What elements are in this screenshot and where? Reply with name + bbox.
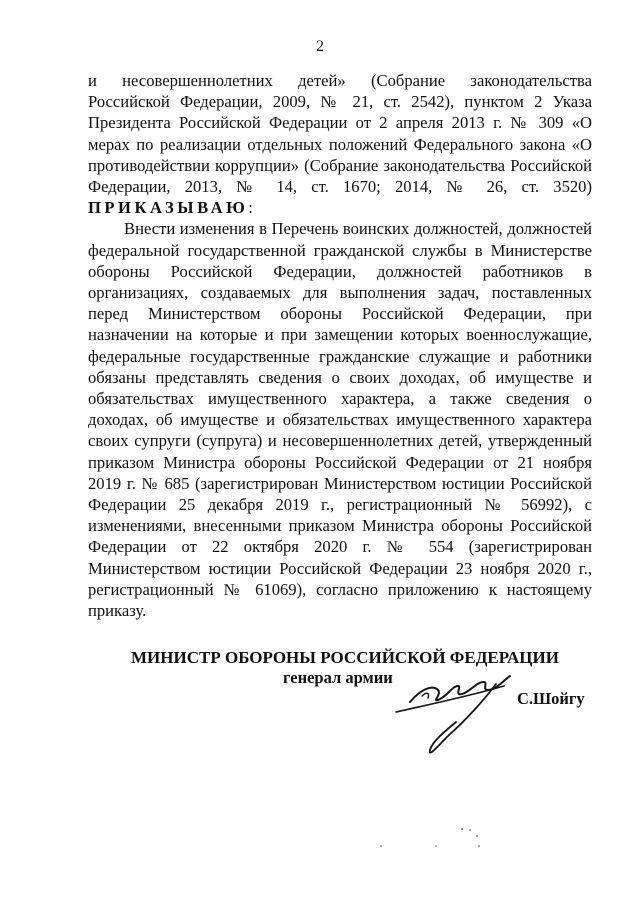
signatory-rank: генерал армии (283, 668, 393, 687)
signatory-title: МИНИСТР ОБОРОНЫ РОССИЙСКОЙ ФЕДЕРАЦИИ (131, 648, 559, 667)
paragraph-order-content: Внести изменения в Перечень воинских должностей, должностей федеральной государственной гражданской службы в Министерстве обороны Российской Федерации, должностей работников в организациях, создаваемых для выполнения задач, поставленных перед Министерством обороны Российской Федерации, при назначении на которые и при замещении которых военнослужащие, федеральные государственные гражданские служащие и работники обязаны представлять сведения о своих доходах, об имуществе и обязательствах имущественного характера, а также сведения о доходах, об имуществе и обязательствах имущественного характера своих супруги (супруга) и несовершеннолетних детей, утвержденный приказом Министра обороны Российской Федерации от 21 ноября 2019 г. № 685 (зарегистрирован Министерством юстиции Российской Федерации 25 декабря 2019 г., регистрационный № 56992), с изменениями, внесенными приказом Министра обороны Российской Федерации от 22 октября 2020 г. № 554 (зарегистрирован Министерством юстиции Российской Федерации 23 ноября 2020 г., регистрационный № 61069), согласно приложению к настоящему приказу. (88, 219, 592, 621)
signatory-name: С.Шойгу (517, 689, 585, 708)
order-colon: : (248, 198, 253, 218)
page-number: 2 (316, 38, 324, 55)
legal-basis-text: и несовершеннолетних детей» (Собрание законодательства Российской Федерации, 2009, № 21, ст. 2542), пунктом 2 Указа Президента Российской Федерации от 2 апреля 2013 г. № 309 «О мерах по реализации отдельных положений Федерального закона «О противодействии коррупции» (Собрание законодательства Российской Федерации, 2013, № 14, ст. 1670; 2014, № 26, ст. 3520) (88, 71, 592, 197)
order-word: ПРИКАЗЫВАЮ (88, 198, 249, 218)
